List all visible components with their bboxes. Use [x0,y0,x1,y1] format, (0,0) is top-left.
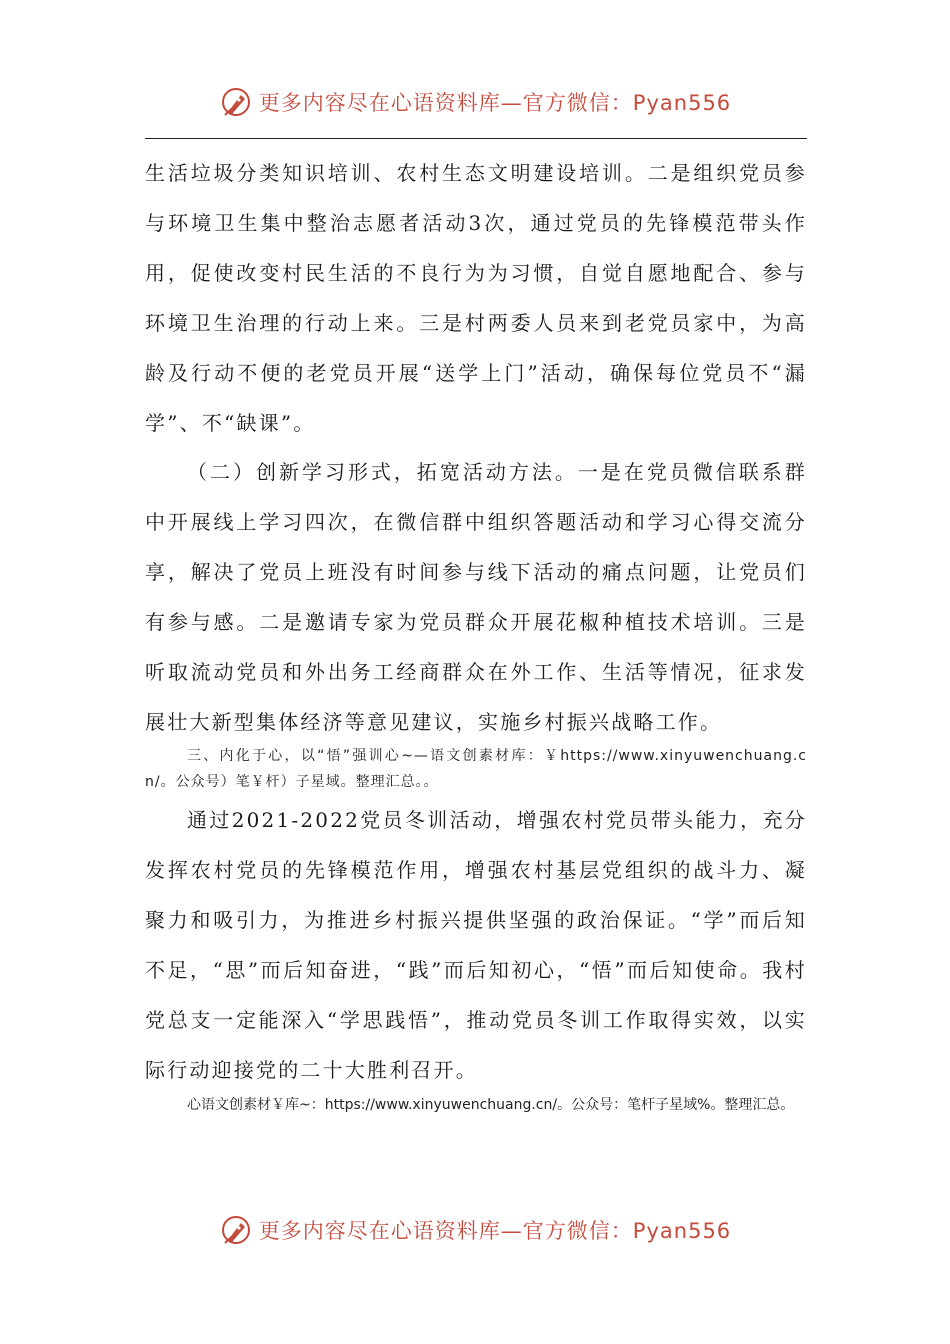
footer-banner-text: 更多内容尽在心语资料库—官方微信：Pyan556 [258,1219,732,1243]
body-paragraph-2: （二）创新学习形式，拓宽活动方法。一是在党员微信联系群中开展线上学习四次，在微信群中组织答题活动和学习心得交流分享，解决了党员上班没有时间参与线下活动的痛点问题，让党员们有参与感。二是邀请专家为党员群众开展花椒种植技术培训。三是听取流动党员和外出务工经商群众在外工作、生活等情况，征求发展壮大新型集体经济等意见建议，实施乡村振兴战略工作。 [145,460,807,734]
note-paragraph-1: 三、内化于心，以“悟”强训心~—语文创素材库：￥https://www.xinyuwenchuang.cn/。公众号）笔￥杆）子星域。整理汇总。。 [145,748,807,790]
body-paragraph-1: 生活垃圾分类知识培训、农村生态文明建设培训。二是组织党员参与环境卫生集中整治志愿者活动3次，通过党员的先锋模范带头作用，促使改变村民生活的不良行为为习惯，自觉自愿地配合、参与环境卫生治理的行动上来。三是村两委人员来到老党员家中，为高龄及行动不便的老党员开展“送学上门”活动，确保每位党员不“漏学”、不“缺课”。 [145,161,807,435]
header-divider [145,138,807,139]
header-banner-text: 更多内容尽在心语资料库—官方微信：Pyan556 [258,91,732,115]
page-footer [0,1208,950,1252]
body-paragraph-3: 通过2021-2022党员冬训活动，增强农村党员带头能力，充分发挥农村党员的先锋模范作用，增强农村基层党组织的战斗力、凝聚力和吸引力，为推进乡村振兴提供坚强的政治保证。“学”而后知不足，“思”而后知奋进，“践”而后知初心，“悟”而后知使命。我村党总支一定能深入“学思践悟”，推动党员冬训工作取得实效，以实际行动迎接党的二十大胜利召开。 [145,808,807,1082]
page-header [0,80,950,124]
pen-nib-icon [219,85,253,119]
note-paragraph-2: 心语文创素材￥库~：https://www.xinyuwenchuang.cn/。公众号：笔杆子星域%。整理汇总。 [187,1097,795,1113]
pen-nib-icon [219,1213,253,1247]
